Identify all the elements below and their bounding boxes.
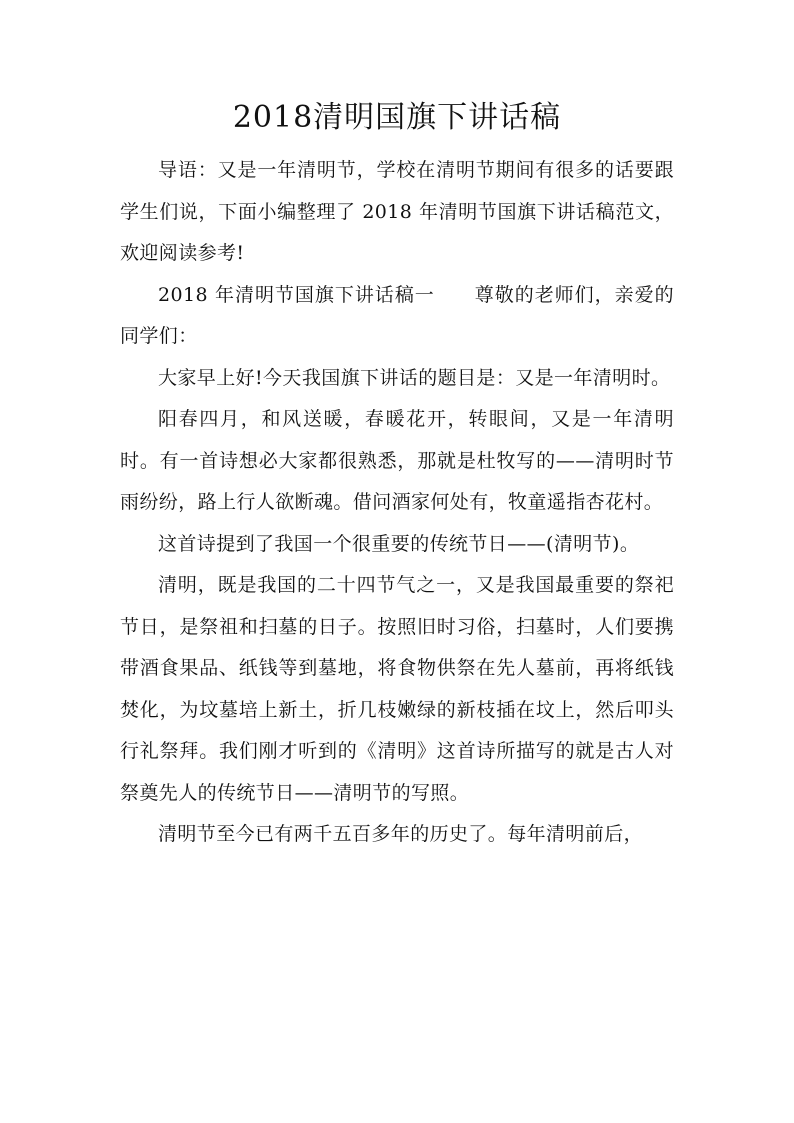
document-body <box>120 150 674 856</box>
paragraph-topic: 大家早上好!今天我国旗下讲话的题目是：又是一年清明时。 <box>158 366 671 389</box>
paragraph-poem: 阳春四月，和风送暖，春暖花开，转眼间，又是一年清明时。有一首诗想必大家都很熟悉，那就是杜牧写的——清明时节雨纷纷，路上行人欲断魂。借问酒家何处有，牧童遥指杏花村。 <box>120 408 674 513</box>
paragraph-customs: 清明，既是我国的二十四节气之一，又是我国最重要的祭祀节日，是祭祖和扫墓的日子。按照旧时习俗，扫墓时，人们要携带酒食果品、纸钱等到墓地，将食物供祭在先人墓前，再将纸钱焚化，为坟墓培上新土，折几枝嫩绿的新枝插在坟上，然后叩头行礼祭拜。我们刚才听到的《清明》这首诗所描写的就是古人对祭奠先人的传统节日——清明节的写照。 <box>120 574 674 804</box>
paragraph-history: 清明节至今已有两千五百多年的历史了。每年清明前后， <box>158 823 644 845</box>
paragraph-festival: 这首诗提到了我国一个很重要的传统节日——(清明节)。 <box>158 532 640 555</box>
paragraph-greeting: 2018 年清明节国旗下讲话稿一 尊敬的老师们，亲爱的同学们： <box>120 283 674 347</box>
document-title: 2018清明国旗下讲话稿 <box>232 100 562 135</box>
paragraph-intro: 导语：又是一年清明节，学校在清明节期间有很多的话要跟学生们说，下面小编整理了 2018 年清明节国旗下讲话稿范文，欢迎阅读参考! <box>120 159 674 264</box>
